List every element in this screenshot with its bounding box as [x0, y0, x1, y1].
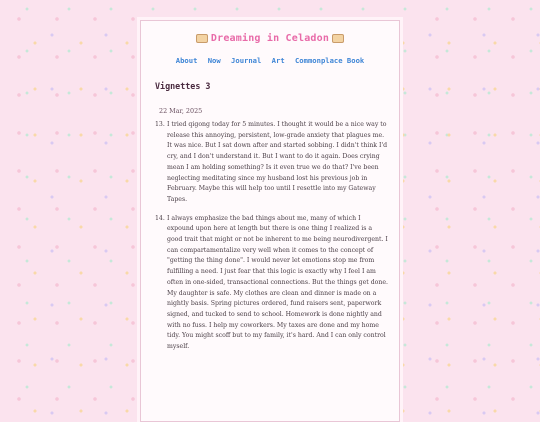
list-item	[155, 214, 389, 353]
envelope-icon	[196, 34, 208, 43]
entry-text: I always emphasize the bad things about me, many of which I expound upon here at length but there is one thing I realized is a good trait that might or not be inherent to me being neurodivergent. I can compartamentalize very well when it comes to the concept of "getting the thing done". I would never let emotions stop me from fulfilling a need. I just fear that this logic is exactly why I feel I am often in one-sided, transactional connections. But the things get done. My daughter is safe. My clothes are clean and dinner is made on a nightly basis. Spring pictures ordered, fund raisers sent, paperwork signed, and tucked to send to school. Homework is done nightly and with no fuss. I help my coworkers. My taxes are done and my home tidy. You might scoff but to my family, it's hard. And I can only control myself.	[167, 214, 389, 351]
site-header	[141, 21, 399, 65]
nav-commonplace-book[interactable]: Commonplace Book	[294, 56, 365, 65]
post-title: Vignettes 3	[155, 81, 211, 91]
entry-number: 14.	[155, 214, 165, 222]
site-title-text: Dreaming in Celadon	[210, 33, 330, 44]
entry-text: I tried qigong today for 5 minutes. I thought it would be a nice way to release this annoying, persistent, low-grade anxiety that plagues me. It was nice. But I sat down after and started sobbing. I didn't think I'd cry, and I don't understand it. But I want to do it again. Does crying mean I am holding something? Is it even true we do that? I've been neglecting meditating since my husband lost his previous job in February. Maybe this will help too until I resettle into my Gateway Tapes.	[167, 121, 388, 203]
site-title[interactable]	[141, 33, 399, 44]
nav-now[interactable]: Now	[207, 56, 221, 65]
post-date: 22 Mar, 2025	[159, 107, 203, 115]
envelope-icon	[332, 34, 344, 43]
nav-about[interactable]: About	[175, 56, 198, 65]
nav-art[interactable]: Art	[271, 56, 285, 65]
post-content	[141, 81, 399, 353]
nav-journal[interactable]: Journal	[231, 56, 262, 65]
main-nav	[141, 56, 399, 65]
entry-number: 13.	[155, 121, 165, 128]
list-item	[155, 120, 389, 206]
page-card	[140, 20, 400, 422]
vignette-list	[155, 120, 389, 353]
